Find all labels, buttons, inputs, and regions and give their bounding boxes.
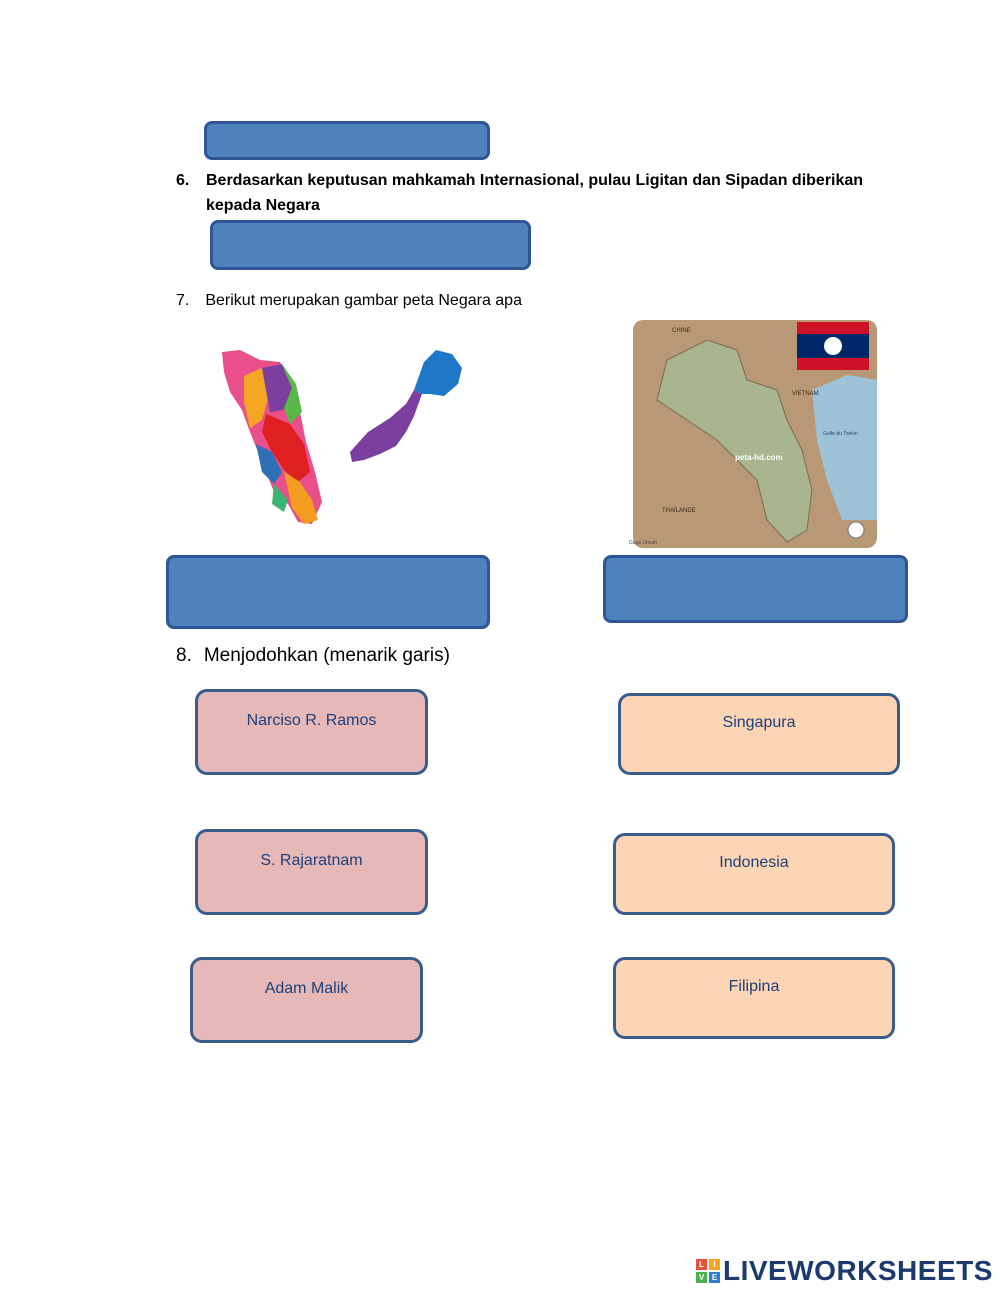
match-left-item[interactable]	[195, 689, 428, 775]
laos-map-watermark: peta-hd.com	[735, 453, 783, 462]
laos-map-label-thailand: THAÏLANDE	[662, 508, 696, 514]
logo-tile: L	[696, 1259, 707, 1270]
question-6	[176, 168, 876, 218]
logo-tile: E	[709, 1272, 720, 1283]
answer-box-q7-malaysia[interactable]	[166, 555, 490, 629]
laos-map-image	[627, 320, 882, 548]
answer-box-q7-laos[interactable]	[603, 555, 908, 623]
match-right-item[interactable]	[613, 957, 895, 1039]
match-left-item[interactable]	[195, 829, 428, 915]
malaysia-map-image	[200, 332, 475, 532]
question-8-text: Menjodohkan (menarik garis)	[203, 645, 450, 666]
logo-tile: V	[696, 1272, 707, 1283]
laos-map-label-vietnam: VIETNAM	[792, 391, 819, 397]
question-8-number: 8.	[176, 645, 192, 666]
match-right-label: Indonesia	[719, 854, 789, 871]
logo-text: LIVEWORKSHEETS	[723, 1255, 993, 1286]
match-right-label: Singapura	[722, 714, 796, 731]
match-right-label: Filipina	[728, 978, 780, 995]
match-right-item[interactable]	[618, 693, 900, 775]
laos-map-label-china: CHINE	[672, 328, 691, 334]
question-6-text: Berdasarkan keputusan mahkamah Internasional, pulau Ligitan dan Sipadan diberikan kepada Negara	[206, 172, 864, 214]
match-right-item[interactable]	[613, 833, 895, 915]
logo-tile: I	[709, 1259, 720, 1270]
match-left-item[interactable]	[190, 957, 423, 1043]
question-7-number: 7.	[176, 292, 190, 309]
liveworksheets-logo	[696, 1255, 993, 1287]
question-8	[176, 645, 450, 667]
laos-map-source: Gaya Umum	[629, 540, 658, 546]
zoom-icon	[848, 522, 864, 538]
match-left-label: S. Rajaratnam	[260, 852, 363, 869]
logo-tiles-icon	[696, 1259, 720, 1283]
question-6-number: 6.	[176, 172, 190, 189]
answer-box-q5[interactable]	[204, 121, 490, 160]
question-7-text: Berikut merupakan gambar peta Negara apa	[205, 292, 522, 309]
laos-map-label-gulf: Golfe du Tonkin	[823, 431, 858, 437]
match-left-label: Adam Malik	[264, 980, 349, 997]
match-left-label: Narciso R. Ramos	[246, 712, 377, 729]
answer-box-q6[interactable]	[210, 220, 531, 270]
question-7	[176, 292, 522, 310]
